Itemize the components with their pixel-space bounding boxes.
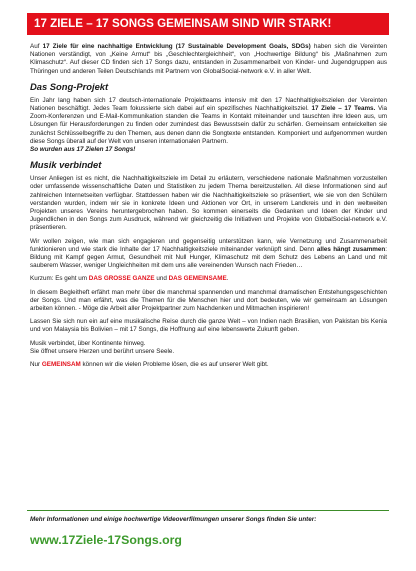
intro-bold-text: 17 Ziele für eine nachhaltige Entwicklung (17 Sustainable Development Goals, SDGs)	[42, 43, 311, 50]
website-link[interactable]: www.17Ziele-17Songs.org	[30, 533, 182, 547]
intro-text: Auf	[30, 43, 43, 50]
musik-p3-end: .	[226, 275, 229, 283]
highlight-gemeinsame: DAS GEMEINSAME	[168, 275, 227, 283]
section-heading-musik: Musik verbindet	[30, 159, 102, 171]
musik-paragraph-7	[30, 361, 387, 369]
highlight-gemeinsam: GEMEINSAM	[41, 361, 81, 369]
musik-p3-and: und	[154, 275, 169, 283]
musik-p3-text: Kurzum: Es geht um	[30, 275, 89, 283]
song-projekt-text: Ein Jahr lang haben sich 17 deutsch-internationale Projektteams intensiv mit den 17 Nachhaltigkeitszielen der Vereinten Nationen beschäftigt. Jedes Team fokussierte sich dabei auf ein spezifisches Nachhaltigkeitsziel.	[30, 96, 387, 113]
footer-divider	[27, 510, 389, 511]
musik-p6-line-2: Sie öffnet unsere Herzen und berührt unsere Seele.	[30, 347, 175, 355]
musik-p2-text: Wir wollen zeigen, wie man sich engagieren und gegenseitig unterstützen kann, wie Vernetzung und Zusammenarbeit funktionieren und wie stark die Inhalte der 17 Nachhaltigkeitsziele miteinander verknüpft sind. Denn	[30, 237, 387, 253]
highlight-grosse-ganze: DAS GROSSE GANZE	[88, 275, 155, 283]
intro-text-continued: haben sich die Vereinten Nationen verständigt, von „Keine Armut“ bis „Geschlechtergleichheit“, von „Hochwertige Bildung“ bis „Maßnahmen zum Klimaschutz“. Auf dieser CD finden sich 17 Songs dazu, entstanden in Zusammenarbeit von Kinder- und Jugendgruppen aus Thüringen und anderen Teilen Deutschlands mit Partnern von GlobalSocial-network e.V. in aller Welt.	[30, 43, 388, 75]
musik-p2-text-continued: : Bildung mit Kampf gegen Armut, Gesundheit mit Null Hunger, Klimaschutz mit dem Schutz des Lebens an Land und mit sauberem Wasser, weniger Ungleichheiten mit dem uns alle vereinenden Wunsch nach Frieden…	[30, 245, 388, 270]
song-projekt-closing: So wurden aus 17 Zielen 17 Songs!	[30, 146, 136, 154]
musik-paragraph-3	[30, 275, 387, 283]
intro-paragraph	[30, 43, 387, 76]
musik-paragraph-6	[30, 340, 387, 356]
main-text	[30, 43, 387, 374]
musik-paragraph-4: In diesem Begleitheft erfährt man mehr über die manchmal spannenden und manchmal dramatischen Entstehungsgeschichten der Songs. Und man erfährt, was die Themen für die Menschen hier und dort bedeuten, wie wir gemeinsam an Lösungen arbeiten können. - Möge die Arbeit aller Projektpartner zum Nachdenken und Mitmachen inspirieren!	[30, 288, 387, 313]
song-projekt-text-continued: Via Zoom-Konferenzen und E-Mail-Kommunikation standen die Teams in Kontakt miteinander und tauschten ihre Ideen aus, um Lösungen für Herausforderungen zu finden oder zumindest das Bewusstsein dafür zu schärfen. Gemeinsam entwickelten sie zunächst Schlüsselbegriffe zu den Themen, aus denen dann die Songtexte entstanden. Komponiert und aufgenommen wurden diese Songs überall auf der Welt von unseren internationalen Partnern.	[30, 105, 387, 145]
musik-paragraph-5: Lassen Sie sich nun ein auf eine musikalische Reise durch die ganze Welt – von Indien nach Brasilien, von Pakistan bis Kenia und von Malaysia bis Bolivien – mit 17 Songs, die Hoffnung auf eine lebenswerte Zukunft geben.	[30, 318, 387, 334]
song-projekt-paragraph	[30, 97, 387, 154]
musik-p7-text-continued: können wir die vielen Probleme lösen, die es auf unserer Welt gibt.	[80, 361, 269, 369]
footer-note: Mehr Informationen und einige hochwertige Videoverfilmungen unserer Songs finden Sie unter:	[30, 516, 317, 523]
musik-p2-bold-text: alles hängt zusammen	[316, 245, 386, 253]
musik-p7-text: Nur	[30, 361, 42, 369]
page-title-banner: 17 ZIELE – 17 SONGS GEMEINSAM SIND WIR STARK!	[27, 13, 389, 35]
section-heading-song-projekt: Das Song-Projekt	[30, 80, 109, 92]
musik-p6-line-1: Musik verbindet, über Kontinente hinweg.	[30, 339, 146, 347]
song-projekt-bold-text: 17 Ziele – 17 Teams.	[311, 105, 376, 113]
musik-paragraph-1: Unser Anliegen ist es nicht, die Nachhaltigkeitsziele im Detail zu erläutern, verschiedene nationale Maßnahmen vorzustellen oder umfassende wissenschaftliche Daten und Statistiken zu jedem Thema bereitzustellen. All diese Informationen sind auf zahlreichen Internetseiten verfügbar. Stattdessen haben wir die Nachhaltigkeitsziele so präsentiert, wie sie von den Schülern verstanden wurden, indem wir sie in konkrete Ideen und Aktionen vor Ort, in unserem Landkreis und in den weltweiten Projekten unseres Vereins heruntergebrochen haben. So kommen einerseits die Gedanken und Ideen der Kinder und Jugendlichen in den Songs zum Ausdruck, während wir gleichzeitig die Initiativen und Projekte von GlobalSocial-network e.V. präsentieren.	[30, 175, 387, 232]
musik-paragraph-2	[30, 238, 387, 271]
